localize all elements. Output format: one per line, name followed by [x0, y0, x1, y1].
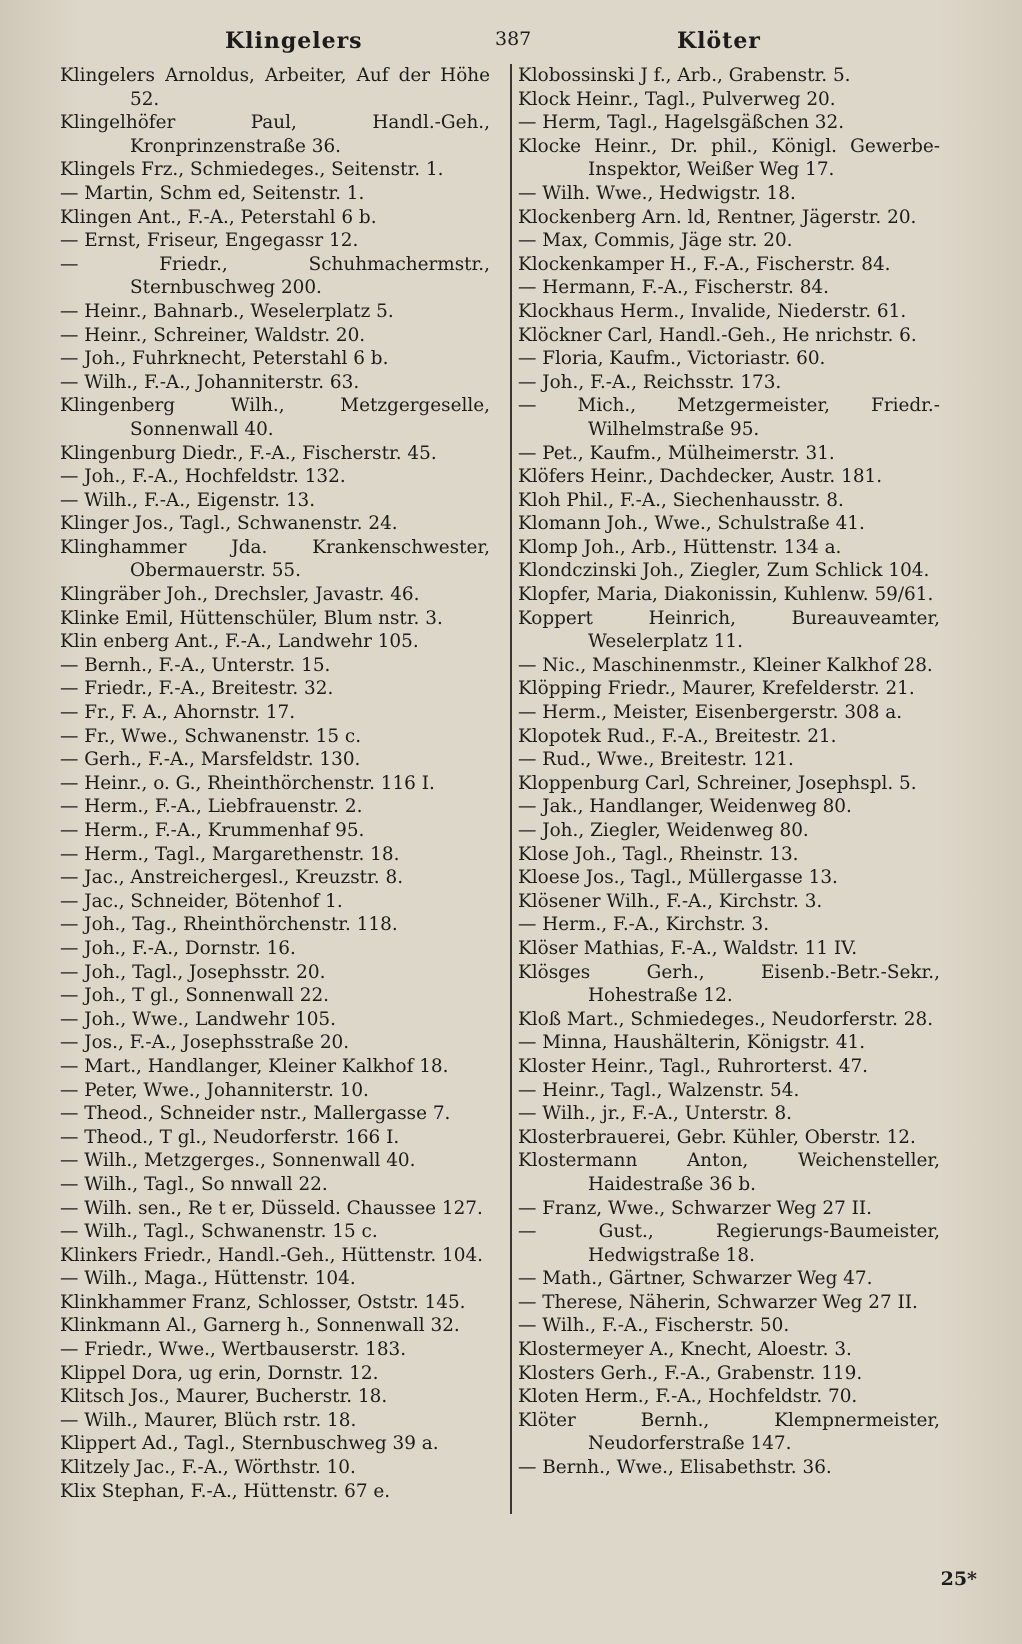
directory-entry: — Joh., F.-A., Reichsstr. 173. [518, 371, 782, 393]
directory-entry: Klockenberg Arn. ld, Rentner, Jägerstr. 20. [518, 206, 917, 228]
directory-entry: — Martin, Schm ed, Seitenstr. 1. [60, 182, 365, 204]
directory-entry: — Mich., Metzgermeister, Friedr.-Wilhelmstraße 95. [518, 395, 940, 440]
directory-entry: Klopfer, Maria, Diakonissin, Kuhlenw. 59/61. [518, 584, 934, 606]
header-last-entry: Klöter [677, 28, 761, 54]
directory-entry: — Pet., Kaufm., Mülheimerstr. 31. [518, 442, 835, 464]
directory-entry: — Wilh. sen., Re t er, Düsseld. Chaussee 127. [60, 1197, 483, 1219]
directory-entry: Klingelers Arnoldus, Arbeiter, Auf der Höhe 52. [60, 65, 490, 110]
directory-entry: — Joh., F.-A., Hochfeldstr. 132. [60, 466, 346, 488]
directory-entry: — Bernh., Wwe., Elisabethstr. 36. [518, 1457, 832, 1479]
directory-entry: — Jak., Handlanger, Weidenweg 80. [518, 796, 852, 818]
right-column [500, 64, 940, 1503]
directory-entry: — Gerh., F.-A., Marsfeldstr. 130. [60, 749, 361, 771]
directory-entry: Kloh Phil., F.-A., Siechenhausstr. 8. [518, 489, 844, 511]
directory-entry: Klinkmann Al., Garnerg h., Sonnenwall 32. [60, 1315, 460, 1337]
directory-entry: — Peter, Wwe., Johanniterstr. 10. [60, 1079, 369, 1101]
directory-entry: — Herm., Meister, Eisenbergerstr. 308 a. [518, 702, 903, 724]
directory-entry: — Heinr., o. G., Rheinthörchenstr. 116 I. [60, 772, 435, 794]
directory-entry: — Theod., T gl., Neudorferstr. 166 I. [60, 1126, 400, 1148]
directory-entry: — Max, Commis, Jäge str. 20. [518, 230, 793, 252]
directory-entry: Klingenberg Wilh., Metzgergeselle, Sonnenwall 40. [60, 395, 490, 440]
directory-entry: Klitzely Jac., F.-A., Wörthstr. 10. [60, 1457, 356, 1479]
directory-entry: — Math., Gärtner, Schwarzer Weg 47. [518, 1268, 873, 1290]
directory-entry: Klöter Bernh., Klempnermeister, Neudorferstraße 147. [518, 1409, 940, 1455]
directory-entry: Klöckner Carl, Handl.-Geh., He nrichstr. 6. [518, 324, 917, 346]
directory-entry: Klomann Joh., Wwe., Schulstraße 41. [518, 513, 865, 535]
directory-entry: Klösges Gerh., Eisenb.-Betr.-Sekr., Hohestraße 12. [518, 961, 940, 1007]
directory-entry: Kloppenburg Carl, Schreiner, Josephspl. 5. [518, 772, 917, 794]
directory-entry: — Joh., F.-A., Dornstr. 16. [60, 937, 296, 959]
directory-entry: — Herm., F.-A., Kirchstr. 3. [518, 914, 770, 936]
directory-entry: Klinkhammer Franz, Schlosser, Oststr. 145. [60, 1291, 466, 1313]
directory-entry: — Ernst, Friseur, Engegassr 12. [60, 230, 359, 252]
directory-entry: Klöfers Heinr., Dachdecker, Austr. 181. [518, 466, 883, 488]
directory-entry: — Wilh., jr., F.-A., Unterstr. 8. [518, 1103, 792, 1125]
directory-entry: — Wilh., F.-A., Eigenstr. 13. [60, 489, 316, 511]
directory-entry: — Jac., Anstreichergesl., Kreuzstr. 8. [60, 867, 404, 889]
directory-entry: Klingelhöfer Paul, Handl.-Geh., Kronprinzenstraße 36. [60, 112, 490, 157]
directory-entry: — Fr., F. A., Ahornstr. 17. [60, 702, 296, 724]
directory-entry: — Wilh. Wwe., Hedwigstr. 18. [518, 182, 796, 204]
directory-entry: Klösener Wilh., F.-A., Kirchstr. 3. [518, 890, 823, 912]
directory-entry: Klippel Dora, ug erin, Dornstr. 12. [60, 1362, 379, 1384]
directory-entry: — Wilh., F.-A., Fischerstr. 50. [518, 1315, 790, 1337]
directory-entry: — Theod., Schneider nstr., Mallergasse 7. [60, 1103, 451, 1125]
directory-entry: Klöser Mathias, F.-A., Waldstr. 11 IV. [518, 937, 858, 959]
directory-entry: — Joh., T gl., Sonnenwall 22. [60, 985, 330, 1007]
directory-entry: — Wilh., Metzgerges., Sonnenwall 40. [60, 1150, 416, 1172]
header-first-entry: Klingelers [225, 28, 363, 54]
directory-entry: Klosters Gerh., F.-A., Grabenstr. 119. [518, 1362, 863, 1384]
directory-entry: — Wilh., F.-A., Johanniterstr. 63. [60, 371, 360, 393]
directory-entry: — Friedr., F.-A., Breitestr. 32. [60, 678, 334, 700]
directory-entry: — Herm., Tagl., Margarethenstr. 18. [60, 843, 400, 865]
directory-entry: — Nic., Maschinenmstr., Kleiner Kalkhof 28. [518, 654, 933, 676]
directory-entry: — Joh., Wwe., Landwehr 105. [60, 1008, 336, 1030]
directory-entry: Klinke Emil, Hüttenschüler, Blum nstr. 3. [60, 607, 443, 629]
directory-entry: Klingenburg Diedr., F.-A., Fischerstr. 45. [60, 442, 437, 464]
directory-entry: Klose Joh., Tagl., Rheinstr. 13. [518, 843, 799, 865]
directory-entry: Klockhaus Herm., Invalide, Niederstr. 61. [518, 300, 907, 322]
directory-entry: Klinkers Friedr., Handl.-Geh., Hüttenstr. 104. [60, 1244, 483, 1266]
directory-entry: — Wilh., Maurer, Blüch rstr. 18. [60, 1409, 357, 1431]
directory-entry: — Jos., F.-A., Josephsstraße 20. [60, 1032, 350, 1054]
directory-entry: Klinger Jos., Tagl., Schwanenstr. 24. [60, 513, 398, 535]
directory-entry: — Herm, Tagl., Hagelsgäßchen 32. [518, 112, 845, 134]
directory-entry: Klostermann Anton, Weichensteller, Haidestraße 36 b. [518, 1150, 940, 1195]
directory-entry: Klondczinski Joh., Ziegler, Zum Schlick 104. [518, 560, 930, 582]
directory-entry: Klockenkamper H., F.-A., Fischerstr. 84. [518, 253, 891, 275]
signature-mark: 25* [940, 1568, 977, 1590]
directory-entry: Klosterbrauerei, Gebr. Kühler, Oberstr. 12. [518, 1126, 916, 1148]
left-column [60, 64, 500, 1503]
directory-entry: Klock Heinr., Tagl., Pulverweg 20. [518, 88, 836, 110]
directory-entry: Klopotek Rud., F.-A., Breitestr. 21. [518, 725, 837, 747]
directory-entry: Kloten Herm., F.-A., Hochfeldstr. 70. [518, 1386, 858, 1408]
directory-entry: — Wilh., Tagl., So nnwall 22. [60, 1173, 328, 1195]
directory-entry: — Jac., Schneider, Bötenhof 1. [60, 890, 343, 912]
directory-entry: — Friedr., Wwe., Wertbauserstr. 183. [60, 1339, 407, 1361]
directory-entry: Klingels Frz., Schmiedeges., Seitenstr. 1. [60, 159, 444, 181]
directory-entry: — Joh., Tag., Rheinthörchenstr. 118. [60, 914, 398, 936]
page-number: 387 [495, 28, 532, 50]
directory-entry: — Joh., Ziegler, Weidenweg 80. [518, 820, 809, 841]
directory-entry: — Herm., F.-A., Krummenhaf 95. [60, 820, 365, 841]
directory-entry: — Franz, Wwe., Schwarzer Weg 27 II. [518, 1197, 873, 1219]
directory-entry: Klomp Joh., Arb., Hüttenstr. 134 a. [518, 536, 842, 558]
directory-entry: Kloster Heinr., Tagl., Ruhrorterst. 47. [518, 1055, 869, 1077]
directory-entry: — Minna, Haushälterin, Königstr. 41. [518, 1032, 866, 1054]
page-header [60, 22, 986, 64]
directory-entry: — Therese, Näherin, Schwarzer Weg 27 II. [518, 1291, 918, 1313]
directory-entry: Kloß Mart., Schmiedeges., Neudorferstr. 28. [518, 1008, 934, 1030]
directory-entry: — Herm., F.-A., Liebfrauenstr. 2. [60, 796, 363, 818]
directory-entry: Klobossinski J f., Arb., Grabenstr. 5. [518, 65, 851, 86]
directory-entry: Klinghammer Jda. Krankenschwester, Obermauerstr. 55. [60, 536, 490, 582]
directory-entry: Klix Stephan, F.-A., Hüttenstr. 67 e. [60, 1480, 391, 1502]
directory-entry: — Bernh., F.-A., Unterstr. 15. [60, 654, 331, 676]
directory-entry: Kloese Jos., Tagl., Müllergasse 13. [518, 867, 838, 889]
directory-entry: — Heinr., Tagl., Walzenstr. 54. [518, 1079, 800, 1101]
directory-entry: Klocke Heinr., Dr. phil., Königl. Gewerbe-Inspektor, Weißer Weg 17. [518, 135, 940, 181]
directory-entry: Klitsch Jos., Maurer, Bucherstr. 18. [60, 1386, 388, 1408]
directory-entry: — Gust., Regierungs-Baumeister, Hedwigstraße 18. [518, 1221, 940, 1266]
directory-entry: Klippert Ad., Tagl., Sternbuschweg 39 a. [60, 1433, 439, 1455]
directory-entry: Klöpping Friedr., Maurer, Krefelderstr. 21. [518, 678, 915, 700]
columns [60, 64, 986, 1503]
directory-entry: — Wilh., Tagl., Schwanenstr. 15 c. [60, 1221, 378, 1243]
directory-entry: Klingen Ant., F.-A., Peterstahl 6 b. [60, 206, 377, 228]
directory-entry: — Hermann, F.-A., Fischerstr. 84. [518, 277, 829, 299]
directory-entry: Koppert Heinrich, Bureauveamter, Weselerplatz 11. [518, 607, 940, 653]
directory-entry: — Floria, Kaufm., Victoriastr. 60. [518, 348, 826, 370]
directory-entry: — Joh., Tagl., Josephsstr. 20. [60, 961, 326, 983]
directory-entry: — Joh., Fuhrknecht, Peterstahl 6 b. [60, 348, 389, 370]
directory-entry: — Mart., Handlanger, Kleiner Kalkhof 18. [60, 1055, 449, 1077]
column-divider [510, 64, 512, 1514]
directory-entry: Klingräber Joh., Drechsler, Javastr. 46. [60, 584, 420, 606]
directory-entry: — Rud., Wwe., Breitestr. 121. [518, 749, 794, 771]
directory-entry: — Heinr., Bahnarb., Weselerplatz 5. [60, 300, 394, 322]
directory-entry: — Fr., Wwe., Schwanenstr. 15 c. [60, 725, 362, 747]
directory-entry: — Wilh., Maga., Hüttenstr. 104. [60, 1268, 356, 1290]
directory-entry: — Friedr., Schuhmachermstr., Sternbuschweg 200. [60, 253, 490, 299]
directory-entry: Klin enberg Ant., F.-A., Landwehr 105. [60, 631, 419, 653]
directory-entry: — Heinr., Schreiner, Waldstr. 20. [60, 324, 366, 346]
directory-entry: Klostermeyer A., Knecht, Aloestr. 3. [518, 1339, 852, 1361]
